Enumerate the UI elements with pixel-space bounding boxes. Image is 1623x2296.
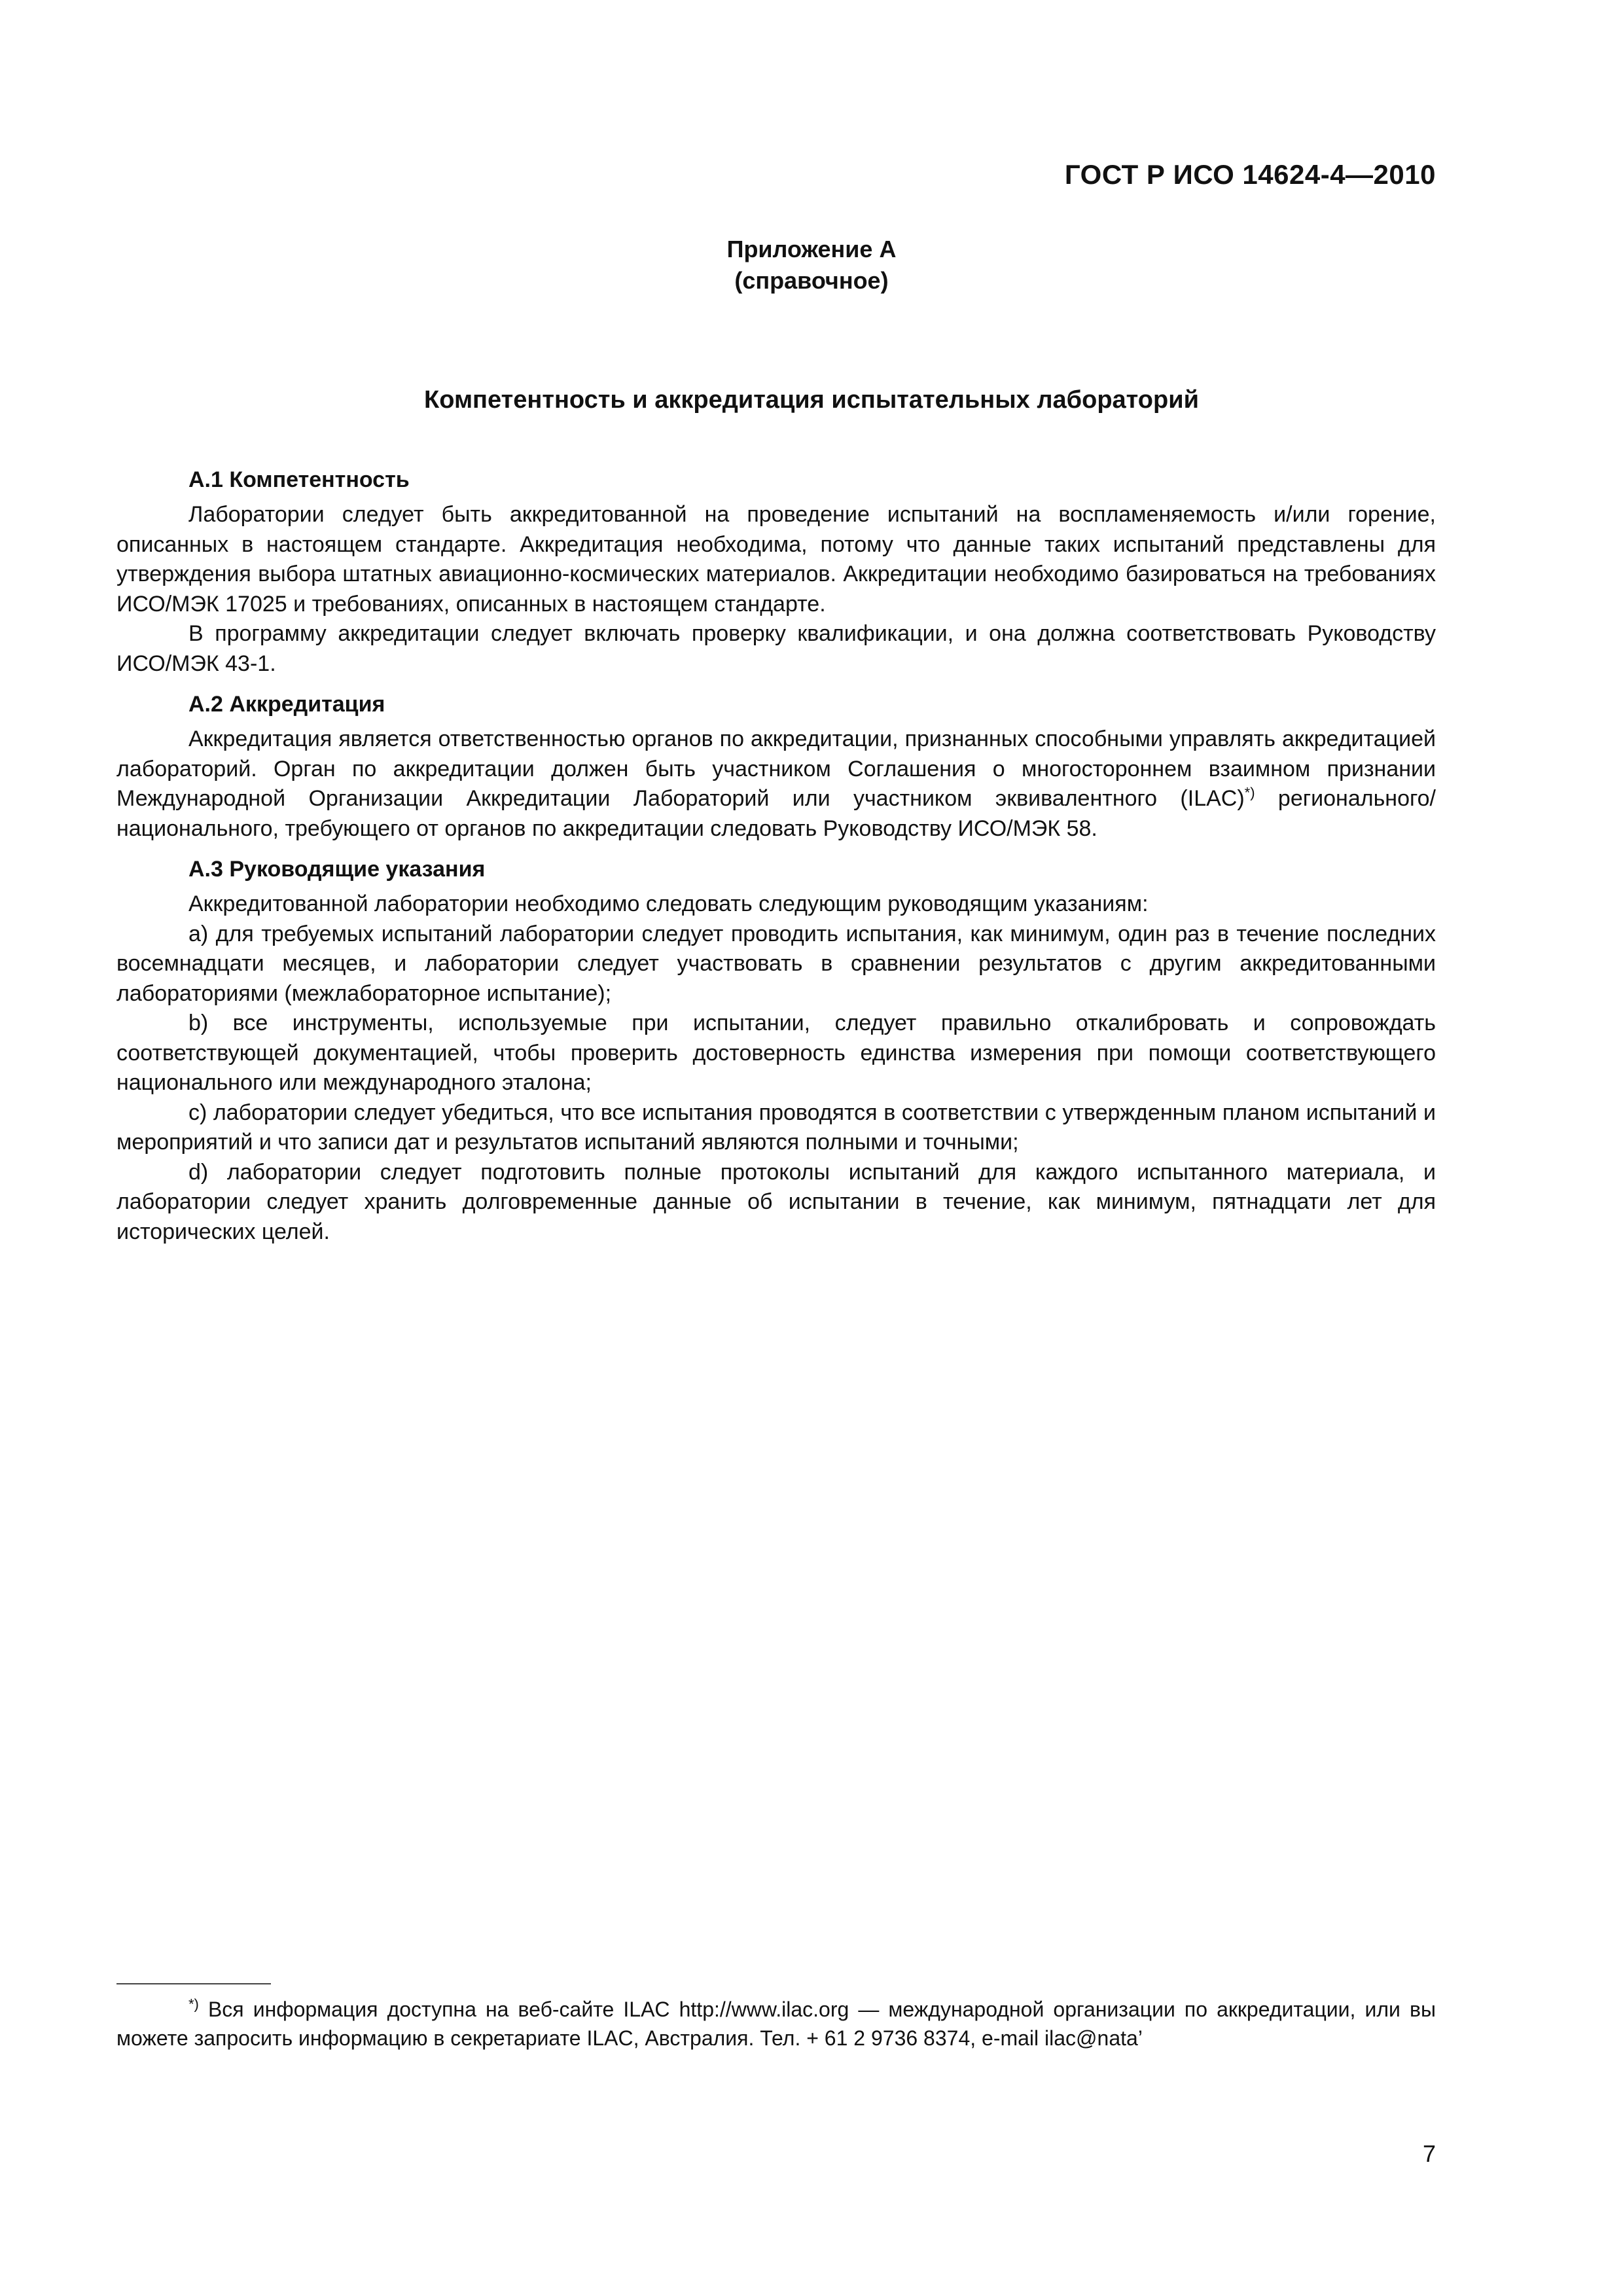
- list-item-c: c) лаборатории следует убедиться, что все испытания проводятся в соответствии с утвержденным планом испытаний и мероприятий и что записи дат и результатов испытаний являются полными и точными;: [116, 1100, 1436, 1155]
- paragraph-with-footnote: [116, 725, 1436, 844]
- footnote-text: Вся информация доступна на веб-сайте ILAC http://www.ilac.org — международной организации по аккредитации, или вы можете запросить информацию в секретариате ILAC, Австралия. Тел. + 61 2 9736 8374, e-mail ilac@nata’: [116, 1998, 1436, 2050]
- section-heading-a2: А.2 Аккредитация: [188, 692, 385, 717]
- section-heading-a1: А.1 Компетентность: [188, 467, 410, 492]
- paragraph: В программу аккредитации следует включать проверку квалификации, и она должна соответствовать Руководству ИСО/МЭК 43-1.: [116, 621, 1436, 676]
- paragraph-text: Аккредитация является ответственностью органов по аккредитации, признанных способными управлять аккредитацией лабораторий. Орган по аккредитации должен быть участником Соглашения о многостороннем взаимном признании Международной Организации Аккредитации Лабораторий или участником эквивалентного (ILAC): [116, 726, 1436, 811]
- footnote: [116, 1995, 1436, 2053]
- list-item-d: d) лаборатории следует подготовить полные протоколы испытаний для каждого испытанного материала, и лаборатории следует хранить долговременные данные об испытании в течение, как минимум, пятнадцати лет для исторических целей.: [116, 1159, 1436, 1244]
- footnote-reference: *): [1244, 784, 1255, 801]
- annex-title: Компетентность и аккредитация испытательных лабораторий: [424, 386, 1199, 414]
- page-number: 7: [1422, 2140, 1436, 2167]
- document-body: [116, 462, 1436, 1247]
- footnote-mark: *): [188, 1996, 199, 2013]
- paragraph: Лаборатории следует быть аккредитованной на проведение испытаний на воспламеняемость и/или горение, описанных в настоящем стандарте. Аккредитация необходима, потому что данные таких испытаний представлены для утверждения выбора штатных авиационно-космических материалов. Аккредитации необходимо базироваться на требованиях ИСО/МЭК 17025 и требованиях, описанных в настоящем стандарте.: [116, 502, 1436, 617]
- section-heading-a3: А.3 Руководящие указания: [188, 857, 486, 882]
- footnote-divider: [116, 1983, 271, 1984]
- annex-kind: (справочное): [734, 267, 889, 294]
- paragraph: Аккредитованной лаборатории необходимо следовать следующим руководящим указаниям:: [188, 891, 1149, 916]
- list-item-a: а) для требуемых испытаний лаборатории следует проводить испытания, как минимум, один раз в течение последних восемнадцати месяцев, и лаборатории следует участвовать в сравнении результатов с другим аккредитованными лабораториями (межлабораторное испытание);: [116, 921, 1436, 1006]
- document-id: ГОСТ Р ИСО 14624-4—2010: [1064, 159, 1436, 190]
- paragraph-text: регионального/национального, требующего от органов по аккредитации следовать Руководству ИСО/МЭК 58.: [116, 786, 1436, 841]
- annex-heading: [0, 234, 1623, 296]
- list-item-b: b) все инструменты, используемые при испытании, следует правильно откалибровать и сопровождать соответствующей документацией, чтобы проверить достоверность единства измерения при помощи соответствующего национального или международного эталона;: [116, 1011, 1436, 1095]
- annex-label: Приложение А: [726, 236, 897, 262]
